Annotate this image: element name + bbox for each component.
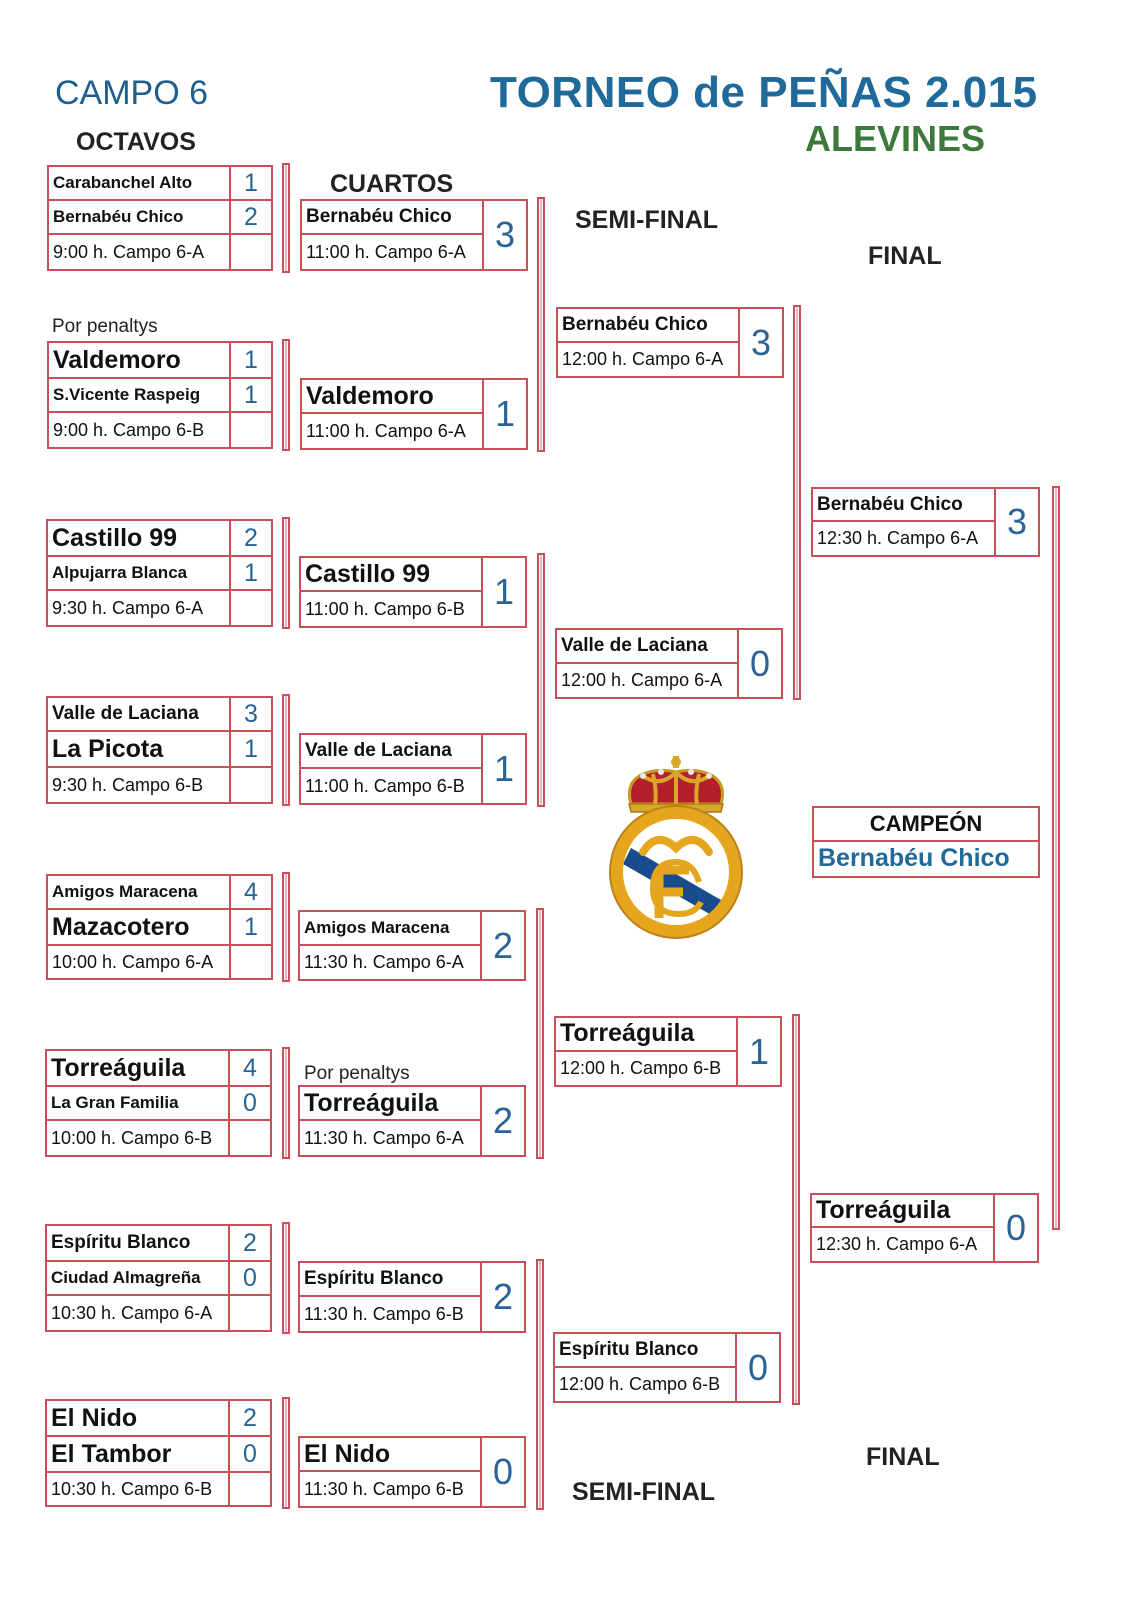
team-name: El Tambor <box>51 1439 172 1468</box>
bracket-connector <box>282 1397 290 1509</box>
team-name: Torreáguila <box>556 1018 736 1052</box>
score: 0 <box>228 1437 270 1471</box>
team-name: Espíritu Blanco <box>300 1263 480 1297</box>
bracket-connector <box>282 1222 290 1334</box>
cuartos-match-5 <box>298 910 526 981</box>
cuartos-match-1 <box>300 199 528 271</box>
team-name: Valle de Laciana <box>52 703 199 724</box>
octavos-match-5 <box>46 874 273 980</box>
score: 0 <box>480 1438 524 1506</box>
semi-match-2 <box>555 628 783 699</box>
team-name: Espíritu Blanco <box>51 1232 191 1253</box>
score: 0 <box>737 630 781 697</box>
bracket-connector <box>282 163 290 273</box>
score: 4 <box>229 876 271 908</box>
match-time: 12:00 h. Campo 6-B <box>560 1057 722 1078</box>
match-time: 12:00 h. Campo 6-B <box>559 1373 721 1394</box>
score: 4 <box>228 1051 270 1085</box>
final-team-1 <box>811 487 1040 557</box>
team-name: Espíritu Blanco <box>555 1334 735 1368</box>
cuartos-match-3 <box>299 556 527 628</box>
score: 1 <box>229 910 271 944</box>
team-name: El Nido <box>300 1438 480 1472</box>
score: 1 <box>229 732 271 766</box>
round-label-semi-top: SEMI-FINAL <box>575 206 719 234</box>
team-name: Bernabéu Chico <box>558 309 738 343</box>
champion-label: CAMPEÓN <box>814 808 1038 842</box>
score: 1 <box>736 1018 780 1085</box>
team-name: Valdemoro <box>302 380 482 414</box>
semi-match-1 <box>556 307 784 378</box>
score: 0 <box>228 1087 270 1119</box>
team-name: Bernabéu Chico <box>813 489 994 522</box>
score: 3 <box>482 201 526 269</box>
octavos-match-2 <box>47 341 273 449</box>
score: 3 <box>229 698 271 730</box>
score: 0 <box>993 1195 1037 1261</box>
bracket-connector <box>792 1014 800 1405</box>
score: 2 <box>228 1226 270 1260</box>
match-time: 11:00 h. Campo 6-B <box>305 598 465 619</box>
match-time: 12:00 h. Campo 6-A <box>561 669 723 690</box>
octavos-match-6 <box>45 1049 272 1157</box>
match-time: 11:30 h. Campo 6-B <box>304 1478 464 1499</box>
bracket-connector <box>793 305 801 700</box>
match-time: 9:00 h. Campo 6-B <box>53 419 205 440</box>
score: 2 <box>480 1263 524 1331</box>
bracket-connector <box>282 517 290 629</box>
team-name: Castillo 99 <box>52 523 178 552</box>
score: 2 <box>480 912 524 979</box>
score: 1 <box>229 167 271 199</box>
team-name: El Nido <box>51 1403 138 1432</box>
match-time: 9:30 h. Campo 6-A <box>52 597 204 618</box>
match-time: 11:30 h. Campo 6-A <box>304 951 464 972</box>
team-name: Valle de Laciana <box>301 735 481 769</box>
bracket-connector <box>536 1259 544 1510</box>
score: 1 <box>481 735 525 803</box>
team-name: Ciudad Almagreña <box>51 1268 201 1287</box>
octavos-match-7 <box>45 1224 272 1332</box>
semi-match-3 <box>554 1016 782 1087</box>
penalty-note: Por penaltys <box>304 1063 410 1084</box>
match-time: 9:30 h. Campo 6-B <box>52 774 204 795</box>
bracket-connector <box>536 908 544 1159</box>
team-name: Torreáguila <box>51 1053 186 1082</box>
final-team-2 <box>810 1193 1039 1263</box>
match-time: 12:30 h. Campo 6-A <box>817 528 979 548</box>
team-name: Castillo 99 <box>301 558 481 592</box>
team-name: Valdemoro <box>53 345 181 374</box>
cuartos-match-7 <box>298 1261 526 1333</box>
team-name: Amigos Maracena <box>52 882 198 901</box>
bracket-connector <box>537 197 545 452</box>
team-name: S.Vicente Raspeig <box>53 385 201 404</box>
team-name: La Gran Familia <box>51 1093 179 1112</box>
score: 3 <box>738 309 782 376</box>
team-name: Carabanchel Alto <box>53 173 193 192</box>
bracket-connector <box>1052 486 1060 1230</box>
team-name: Valle de Laciana <box>557 630 737 664</box>
tournament-title: TORNEO de PEÑAS 2.015 <box>490 68 1038 117</box>
score: 1 <box>229 557 271 589</box>
round-label-final-top: FINAL <box>868 242 942 270</box>
score: 1 <box>229 343 271 377</box>
penalty-note: Por penaltys <box>52 316 158 337</box>
semi-match-4 <box>553 1332 781 1403</box>
match-time: 10:30 h. Campo 6-A <box>51 1302 213 1323</box>
bracket-connector <box>282 694 290 806</box>
score: 2 <box>480 1087 524 1155</box>
team-name: La Picota <box>52 734 164 763</box>
round-label-cuartos: CUARTOS <box>330 170 454 198</box>
crown-icon <box>629 756 723 812</box>
match-time: 11:30 h. Campo 6-A <box>304 1127 464 1148</box>
match-time: 12:00 h. Campo 6-A <box>562 348 724 369</box>
score: 0 <box>228 1262 270 1294</box>
score: 1 <box>482 380 526 448</box>
octavos-match-4 <box>46 696 273 804</box>
bracket-connector <box>282 1047 290 1159</box>
octavos-match-1 <box>47 165 273 271</box>
round-label-semi-bottom: SEMI-FINAL <box>572 1478 716 1506</box>
cuartos-match-4 <box>299 733 527 805</box>
match-time: 10:30 h. Campo 6-B <box>51 1478 213 1499</box>
champion-team: Bernabéu Chico <box>818 843 1010 872</box>
round-label-octavos: OCTAVOS <box>76 128 196 156</box>
match-time: 9:00 h. Campo 6-A <box>53 241 205 262</box>
octavos-match-3 <box>46 519 273 627</box>
bracket-connector <box>282 872 290 982</box>
real-madrid-crest-icon <box>603 752 749 942</box>
score: 2 <box>228 1401 270 1435</box>
team-name: Bernabéu Chico <box>53 207 184 226</box>
round-label-final-bottom: FINAL <box>866 1443 940 1471</box>
bracket-connector <box>537 553 545 807</box>
cuartos-match-8 <box>298 1436 526 1508</box>
cuartos-match-6 <box>298 1085 526 1157</box>
match-time: 11:30 h. Campo 6-B <box>304 1303 464 1324</box>
team-name: Mazacotero <box>52 912 190 941</box>
team-name: Torreáguila <box>300 1087 480 1121</box>
score: 2 <box>229 521 271 555</box>
team-name: Torreáguila <box>812 1195 993 1228</box>
score: 2 <box>229 201 271 233</box>
score: 0 <box>735 1334 779 1401</box>
team-name: Alpujarra Blanca <box>52 563 188 582</box>
match-time: 10:00 h. Campo 6-B <box>51 1127 213 1148</box>
match-time: 11:00 h. Campo 6-A <box>306 420 466 441</box>
team-name: Bernabéu Chico <box>302 201 482 235</box>
category-label: ALEVINES <box>805 118 986 159</box>
match-time: 11:00 h. Campo 6-B <box>305 775 465 796</box>
score: 1 <box>229 379 271 411</box>
champion-box <box>812 806 1040 878</box>
score: 1 <box>481 558 525 626</box>
octavos-match-8 <box>45 1399 272 1507</box>
match-time: 12:30 h. Campo 6-A <box>816 1234 978 1254</box>
match-time: 10:00 h. Campo 6-A <box>52 951 214 972</box>
bracket-connector <box>282 339 290 451</box>
cuartos-match-2 <box>300 378 528 450</box>
score: 3 <box>994 489 1038 555</box>
team-name: Amigos Maracena <box>300 912 480 946</box>
match-time: 11:00 h. Campo 6-A <box>306 241 466 262</box>
field-label: CAMPO 6 <box>55 74 209 112</box>
